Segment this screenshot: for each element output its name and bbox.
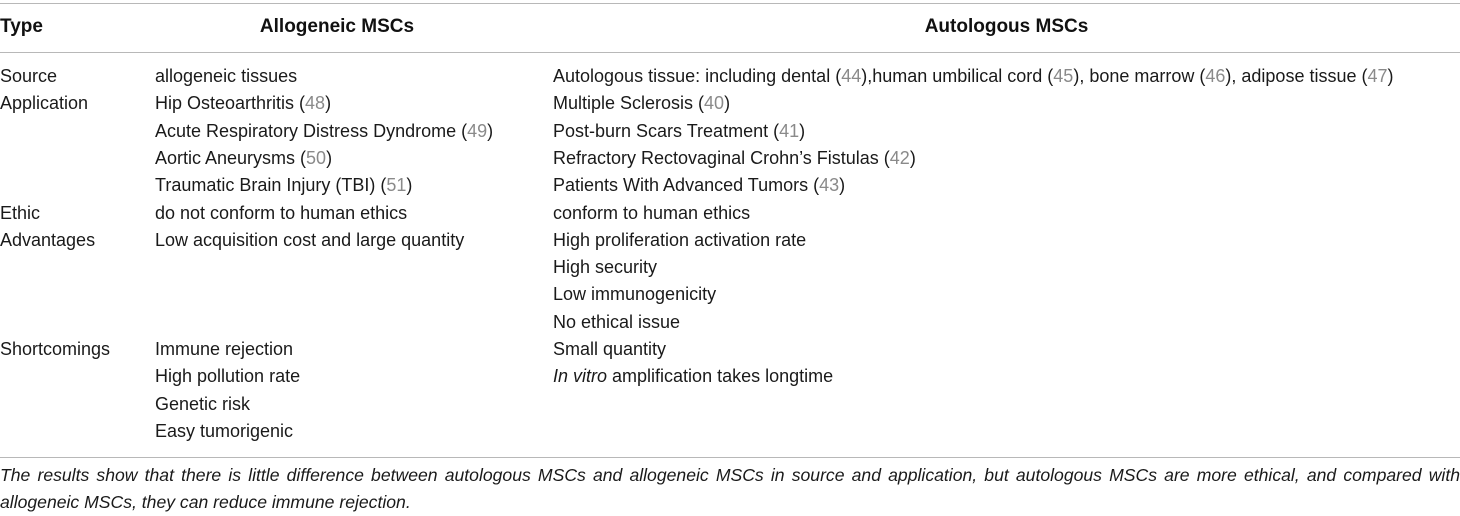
header-allogeneic: Allogeneic MSCs [259,16,415,37]
autologous-cell [553,90,916,199]
cell-line [155,391,300,418]
cell-text: Acute Respiratory Distress Dyndrome ( [155,120,468,141]
cell-text: Post-burn Scars Treatment ( [553,120,780,141]
table-bottom-rule [0,457,1460,458]
cell-line [553,63,1394,90]
autologous-cell [553,63,1394,90]
cell-line [155,336,300,363]
cell-line [155,227,464,254]
cell-line [155,90,493,117]
cell-line [553,281,806,308]
reference-number: 42 [889,147,910,168]
cell-text: Small quantity [553,339,667,359]
cell-line [553,363,833,390]
cell-line [553,309,806,336]
autologous-cell [553,336,833,391]
cell-line [553,200,750,227]
reference-number: 49 [467,120,488,141]
reference-number: 45 [1053,66,1074,86]
cell-line [155,145,493,172]
cell-text: ),human umbilical cord ( [861,66,1054,86]
row-type-advantages: Advantages [0,229,96,250]
reference-number: 50 [306,147,327,168]
cell-line [155,363,300,390]
allogeneic-cell [155,63,297,90]
row-type-application: Application [0,93,89,114]
cell-text: ) [909,147,916,168]
cell-text: ) [406,175,413,196]
cell-text: conform to human ethics [553,202,751,223]
cell-text: ) [799,120,806,141]
cell-line [155,418,300,445]
header-type: Type [0,16,43,37]
cell-line [553,90,916,117]
cell-text: Hip Osteoarthritis ( [155,93,306,114]
autologous-cell [553,227,806,336]
cell-text: ) [724,93,731,114]
reference-number: 41 [779,120,800,141]
reference-number: 47 [1367,66,1388,86]
cell-text: High proliferation activation rate [553,229,807,250]
cell-text: ), adipose tissue ( [1225,66,1368,86]
allogeneic-cell [155,227,464,254]
cell-text: allogeneic tissues [155,66,298,86]
cell-line [553,336,833,363]
reference-number: 43 [819,175,840,196]
cell-text: ) [487,120,494,141]
cell-text: Genetic risk [155,393,251,414]
cell-text: Low immunogenicity [553,284,717,305]
row-type-shortcomings: Shortcomings [0,339,111,359]
cell-text: Aortic Aneurysms ( [155,147,307,168]
cell-line [553,118,916,145]
autologous-cell [553,200,750,227]
reference-number: 40 [704,93,725,114]
reference-number: 46 [1205,66,1226,86]
cell-text: ) [839,175,846,196]
table-top-rule [0,3,1460,4]
cell-text: No ethical issue [553,311,681,332]
italic-term: In vitro [553,366,608,387]
cell-text: Multiple Sclerosis ( [553,93,705,114]
cell-text: Autologous tissue: including dental ( [553,66,842,86]
row-type-ethic: Ethic [0,202,41,223]
cell-text: ), bone marrow ( [1073,66,1206,86]
cell-line [155,172,493,199]
table-footnote: The results show that there is little difference between autologous MSCs and allogeneic MSCs in source and application, but autologous MSCs are more ethical, and compared with allogeneic MSCs, they can reduce immune rejection. [0,465,1460,512]
cell-text: Refractory Rectovaginal Crohn’s Fistulas ( [553,147,890,168]
allogeneic-cell [155,336,300,445]
cell-text: amplification takes longtime [607,366,834,387]
cell-line [155,200,407,227]
allogeneic-cell [155,200,407,227]
cell-text: Low acquisition cost and large quantity [155,229,465,250]
cell-text: High security [553,257,658,278]
reference-number: 48 [305,93,326,114]
cell-line [553,254,806,281]
cell-line [553,172,916,199]
cell-text: Immune rejection [155,339,294,359]
cell-text: Easy tumorigenic [155,420,294,441]
table-header-rule [0,52,1460,53]
cell-line [155,118,493,145]
header-autologous: Autologous MSCs [924,16,1089,37]
cell-text: ) [326,147,333,168]
row-type-source: Source [0,66,58,86]
cell-text: ) [325,93,332,114]
cell-text: Patients With Advanced Tumors ( [553,175,820,196]
cell-text: ) [1387,66,1394,86]
cell-line [553,145,916,172]
reference-number: 51 [386,175,407,196]
allogeneic-cell [155,90,493,199]
cell-text: do not conform to human ethics [155,202,408,223]
cell-line [553,227,806,254]
cell-line [155,63,297,90]
reference-number: 44 [841,66,862,86]
cell-text: Traumatic Brain Injury (TBI) ( [155,175,387,196]
cell-text: High pollution rate [155,366,301,387]
